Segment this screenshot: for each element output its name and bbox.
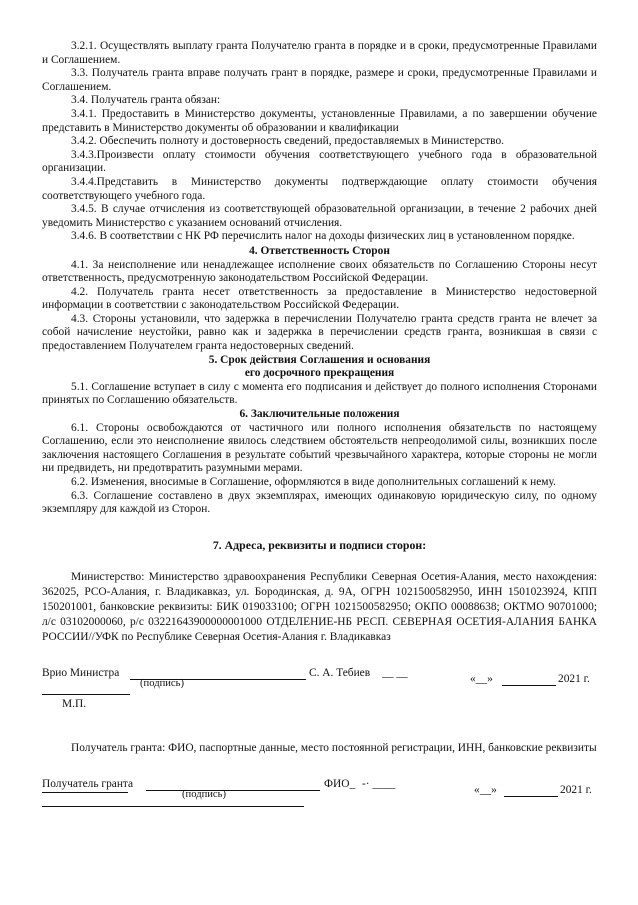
paragraph-4-1: 4.1. За неисполнение или ненадлежащее исполнение своих обязательств по Соглашению Стороны несут ответственность, предусмотренную законодательством Российской Федерации. — [42, 258, 597, 285]
document-content — [42, 40, 597, 818]
recipient-signature-block — [42, 778, 597, 818]
section-5-heading-line2: его досрочного прекращения — [244, 367, 395, 380]
paragraph-4-3: 4.3. Стороны установили, что задержка в перечислении Получателю гранта средств гранта не влечет за собой начисление неустойки, равно как и задержка в перечислении средств гранта, возникшая в связи с предоставлением Получателем гранта недостоверных сведений. — [42, 312, 597, 353]
ministry-date-year: 2021 г. — [558, 673, 590, 686]
paragraph-3-4-5: 3.4.5. В случае отчисления из соответствующей образовательной организации, в течение 2 рабочих дней уведомить Министерство с указанием оснований отчисления. — [42, 203, 597, 229]
paragraph-5-1: 5.1. Соглашение вступает в силу с момента его подписания и действует до полного исполнения Сторонами принятых по Соглашению обязательств. — [42, 380, 597, 407]
paragraph-3-4-1: 3.4.1. Предоставить в Министерство документы, установленные Правилами, а по завершении обучение представить в Министерство документы об образовании и квалификации — [42, 107, 597, 134]
recipient-date-year: 2021 г. — [560, 783, 592, 796]
ministry-signer-name: С. А. Тебиев — [309, 667, 371, 680]
ministry-sign-caption: (подпись) — [140, 678, 184, 690]
ministry-signer-suffix: __ __ — [382, 667, 408, 680]
paragraph-3-4-3: 3.4.3.Произвести оплату стоимости обучения соответствующего учебного года в образовательной организации. — [42, 148, 597, 175]
paragraph-6-2: 6.2. Изменения, вносимые в Соглашение, оформляются в виде дополнительных соглашений к нему. — [71, 476, 556, 488]
section-6-heading: 6. Заключительные положения — [239, 408, 400, 421]
paragraph-4-2: 4.2. Получатель гранта несет ответственность за предоставление в Министерство недостоверной информации в соответствии с законодательством Российской Федерации. — [42, 285, 597, 312]
recipient-fio-label: ФИО_ — [324, 777, 356, 790]
recipient-signer-label: Получатель гранта — [42, 777, 134, 790]
paragraph-3-3: 3.3. Получатель гранта вправе получать грант в порядке, размере и сроки, предусмотренные Правилами и Соглашением. — [42, 67, 597, 93]
ministry-date-day: «__» — [470, 673, 493, 686]
recipient-date-day: «__» — [474, 783, 497, 796]
recipient-signature-line — [146, 790, 320, 791]
recipient-left-line-2 — [42, 806, 304, 807]
paragraph-3-2-1: 3.2.1. Осуществлять выплату гранта Получателю гранта в порядке и в сроки, предусмотренные Правилами и Соглашением. — [42, 40, 597, 66]
section-5-heading-line1: 5. Срок действия Соглашения и основания — [208, 353, 431, 366]
ministry-stamp-line — [42, 694, 130, 695]
recipient-requisites: Получатель гранта: ФИО, паспортные данные, место постоянной регистрации, ИНН, банковские реквизиты — [71, 742, 597, 755]
ministry-date-month-line — [502, 685, 556, 686]
recipient-date-month-line — [504, 796, 558, 797]
recipient-left-line-1 — [42, 792, 128, 793]
section-4-heading: 4. Ответственность Сторон — [249, 244, 390, 257]
section-7-heading: 7. Адреса, реквизиты и подписи сторон: — [212, 537, 427, 552]
paragraph-3-4-6: 3.4.6. В соответствии с НК РФ перечислить налог на доходы физических лиц в установленном порядке. — [71, 230, 575, 243]
ministry-stamp-label: М.П. — [62, 698, 87, 711]
paragraph-3-4-2: 3.4.2. Обеспечить полноту и достоверность сведений, предоставляемых в Министерство. — [71, 135, 505, 148]
recipient-sign-caption: (подпись) — [182, 788, 226, 800]
paragraph-6-1: 6.1. Стороны освобождаются от частичного или полного исполнения обязательств по настоящему Соглашению, если это неисполнение явилось следствием обстоятельств непреодолимой силы, возникших после заключения настоящего Соглашения в результате событий чрезвычайного характера, которые стороны не могли ни предвидеть, ни предотвратить разумными мерами. — [42, 421, 597, 475]
ministry-signer-label: Врио Министра — [42, 667, 120, 680]
paragraph-6-3: 6.3. Соглашение составлено в двух экземплярах, имеющих одинаковую юридическую силу, по одному экземпляру для каждой из Сторон. — [42, 489, 597, 516]
ministry-signature-block — [42, 667, 597, 717]
ministry-requisites: Министерство: Министерство здравоохранения Республики Северная Осетия-Алания, место нахождения: 362025, РСО-Алания, г. Владикавказ, ул. Бородинская, д. 9А, ОГРН 1021500582950, ИНН 1501023924, КПП 150201001, банковские реквизиты: БИК 019033100; ОГРН 1021500582950; ОКПО 00088638; ОКТМО 90701000; л/с 03102000060, р/с 03221643900000001000 ОТДЕЛЕНИЕ-НБ РЕСП. СЕВЕРНАЯ ОСЕТИЯ-АЛАНИЯ БАНКА РОССИИ//УФК по Республике Северная Осетия-Алания г. Владикавказ — [42, 571, 597, 644]
paragraph-3-4: 3.4. Получатель гранта обязан: — [71, 94, 221, 107]
recipient-fio-suffix: -· ____ — [362, 777, 396, 790]
paragraph-3-4-4: 3.4.4.Представить в Министерство документы подтверждающие оплату стоимости обучения соответствующего учебного года. — [42, 175, 597, 202]
